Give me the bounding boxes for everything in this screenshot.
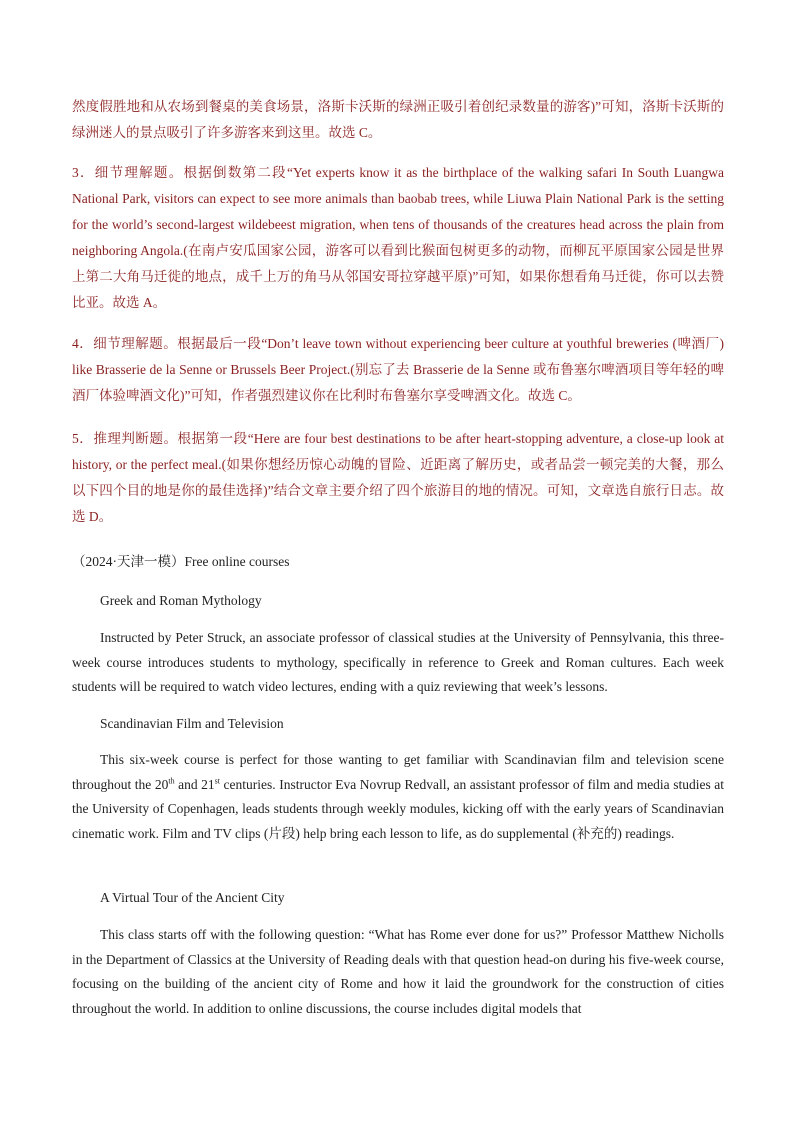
course-body-greek-roman: Instructed by Peter Struck, an associate professor of classical studies at the University of Pennsylvania, this three-week course introduces students to mythology, specifically in reference to Greek and Roman cultures. Each week students will be required to watch video lectures, ending with a quiz reviewing that week’s lessons.	[72, 630, 724, 694]
course-title-greek-roman: Greek and Roman Mythology	[100, 593, 262, 608]
course-body-scandinavian-part1: This six-week course is perfect for those wanting to get familiar with Scandinavian film and television scene throughout the 20	[72, 752, 724, 792]
course-body-scandinavian-part2: and 21	[174, 776, 215, 792]
course-title-virtual-tour: A Virtual Tour of the Ancient City	[100, 890, 285, 905]
course-title-scandinavian: Scandinavian Film and Television	[100, 716, 284, 731]
course-body-virtual-tour: This class starts off with the following question: “What has Rome ever done for us?” Professor Matthew Nicholls in the Department of Classics at the University of Reading deals with that question head-on during his five-week course, focusing on the building of the ancient city of Rome and how it laid the groundwork for the construction of cities throughout the world. In addition to online discussions, the course includes digital models that	[72, 927, 724, 1016]
course-body-scandinavian	[72, 748, 724, 846]
answer-2-explanation-continued: 然度假胜地和从农场到餐桌的美食场景，洛斯卡沃斯的绿洲正吸引着创纪录数量的游客)”可知，洛斯卡沃斯的绿洲迷人的景点吸引了许多游客来到这里。故选 C。	[72, 99, 724, 140]
answer-4-explanation: 4．细节理解题。根据最后一段“Don’t leave town without experiencing beer culture at youthful breweries (啤酒厂) like Brasserie de la Senne or Brussels Beer Project.(别忘了去 Brasserie de la Senne 或布鲁塞尔啤酒项目等年轻的啤酒厂体验啤酒文化)”可知，作者强烈建议你在比利时布鲁塞尔享受啤酒文化。故选 C。	[72, 336, 724, 403]
ordinal-suffix-st: st	[214, 776, 221, 785]
answer-3-explanation: 3．细节理解题。根据倒数第二段“Yet experts know it as the birthplace of the walking safari In South Luangwa National Park, visitors can expect to see more animals than baobab trees, while Liuwa Plain National Park is the setting for the world’s second-largest wildebeest migration, when tens of thousands of the creatures head across the plain from neighboring Angola.(在南卢安瓜国家公园，游客可以看到比猴面包树更多的动物，而柳瓦平原国家公园是世界上第二大角马迁徙的地点，成千上万的角马从邻国安哥拉穿越平原)”可知，如果你想看角马迁徙，你可以去赞比亚。故选 A。	[72, 165, 724, 310]
ordinal-suffix-th: th	[168, 776, 175, 785]
answer-5-explanation: 5．推理判断题。根据第一段“Here are four best destinations to be after heart-stopping adventure, a close-up look at history, or the perfect meal.(如果你想经历惊心动魄的冒险、近距离了解历史，或者品尝一顿完美的大餐，那么以下四个目的地是你的最佳选择)”结合文章主要介绍了四个旅游目的地的情况。可知，文章选自旅行日志。故选 D。	[72, 431, 724, 524]
course-body-scandinavian-part3: centuries. Instructor Eva Novrup Redvall, an assistant professor of film and media studies at the University of Copenhagen, leads students through weekly modules, kicking off with the early years of Scandinavian cinematic work. Film and TV clips (片段) help bring each lesson to life, as do supplemental (补充的) readings.	[72, 776, 725, 841]
passage-source-title: （2024·天津一模）Free online courses	[72, 554, 290, 569]
